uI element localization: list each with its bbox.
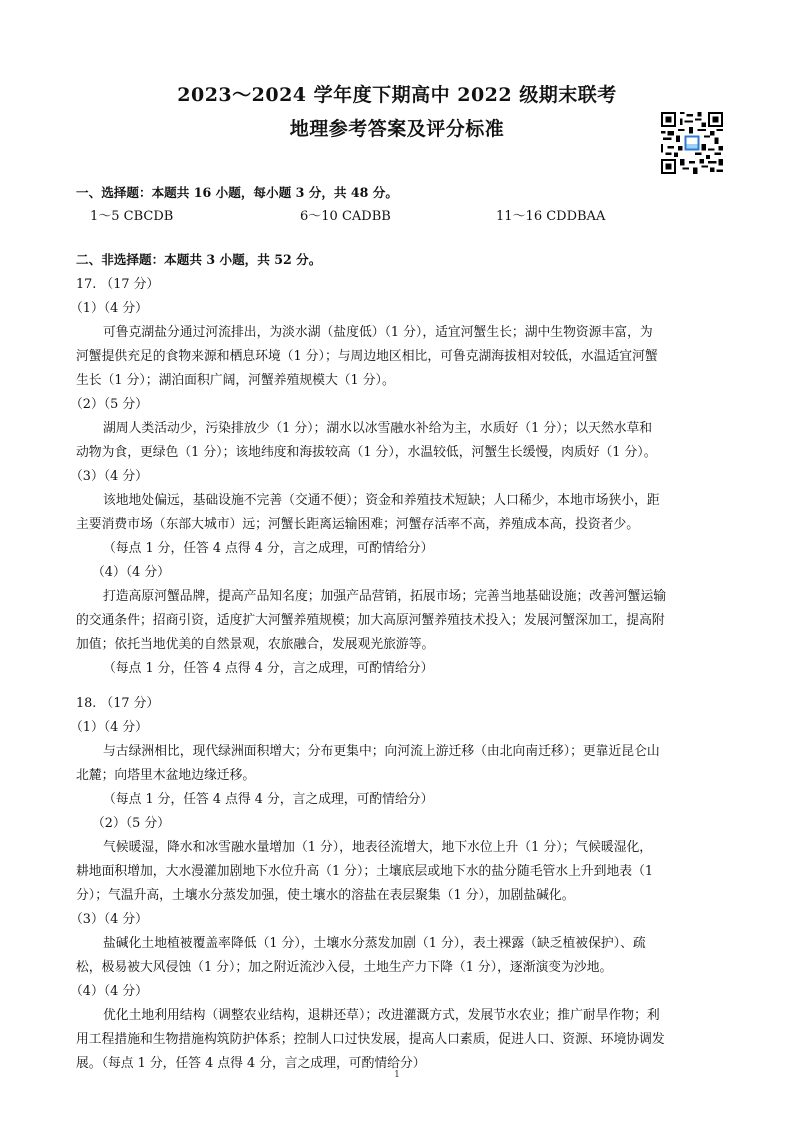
q17-part1-label: （1）（4 分） xyxy=(70,301,148,316)
q18-title: 18. （17 分） xyxy=(76,696,160,711)
q18-part2-text: 气候暖湿，降水和冰雪融水量增加（1 分），地表径流增大，地下水位上升（1 分）；气候暖湿化， xyxy=(103,840,653,855)
q17-part4-text: 的交通条件；招商引资，适度扩大河蟹养殖规模；加大高原河蟹养殖技术投入；发展河蟹深加工，提高附 xyxy=(76,613,665,628)
q17-part4-text: 加值；依托当地优美的自然景观，农旅融合，发展观光旅游等。 xyxy=(76,637,435,652)
q18-part4-text: 展。（每点 1 分，任答 4 点得 4 分，言之成理，可酌情给分） xyxy=(76,1056,426,1071)
title-line-2: 地理参考答案及评分标准 xyxy=(289,118,505,140)
q18-part4-text: 优化土地利用结构（调整农业结构，退耕还草）；改进灌溉方式，发展节水农业；推广耐旱作物；利 xyxy=(103,1008,660,1023)
q18-part1-scoring-note: （每点 1 分，任答 4 点得 4 分，言之成理，可酌情给分） xyxy=(103,792,434,807)
q17-title: 17. （17 分） xyxy=(76,277,160,292)
title-line-1: 2023～2024 学年度下期高中 2022 级期末联考 xyxy=(177,84,617,106)
q17-part1-text: 生长（1 分）；湖泊面积广阔，河蟹养殖规模大（1 分）。 xyxy=(76,373,395,388)
q17-part2-text: 湖周人类活动少，污染排放少（1 分）；湖水以冰雪融水补给为主，水质好（1 分）；以天然水草和 xyxy=(103,421,653,436)
q18-part2-text: 耕地面积增加，大水漫灌加剧地下水位升高（1 分）；土壤底层或地下水的盐分随毛管水上升到地表（1 xyxy=(76,864,654,879)
section-2-heading: 二、非选择题：本题共 3 小题，共 52 分。 xyxy=(76,252,322,267)
q17-part4-scoring-note: （每点 1 分，任答 4 点得 4 分，言之成理，可酌情给分） xyxy=(103,661,434,676)
answers-6-10: 6～10 CADBB xyxy=(300,209,391,224)
q17-part3-text: 主要消费市场（东部大城市）远；河蟹长距离运输困难；河蟹存活率不高，养殖成本高，投资者少。 xyxy=(76,517,640,532)
q18-part3-label: （3）（4 分） xyxy=(70,912,148,927)
q18-part4-label: （4）（4 分） xyxy=(70,984,148,999)
q18-part2-text: 分）；气温升高，土壤水分蒸发加强，使土壤水的溶盐在表层聚集（1 分），加剧盐碱化。 xyxy=(76,888,575,903)
q17-part4-label: （4）（4 分） xyxy=(92,565,170,580)
q17-part1-text: 可鲁克湖盐分通过河流排出，为淡水湖（盐度低）（1 分），适宜河蟹生长；湖中生物资源丰富，为 xyxy=(103,325,653,340)
q17-part3-label: （3）（4 分） xyxy=(70,469,148,484)
q17-part2-label: （2）（5 分） xyxy=(70,397,148,412)
q17-part1-text: 河蟹提供充足的食物来源和栖息环境（1 分）；与周边地区相比，可鲁克湖海拔相对较低，水温适宜河蟹 xyxy=(76,349,658,364)
qr-code-icon xyxy=(661,112,723,174)
q18-part1-text: 北麓；向塔里木盆地边缘迁移。 xyxy=(76,768,256,783)
answers-1-5: 1～5 CBCDB xyxy=(90,209,174,224)
page-number: 1 xyxy=(394,1070,400,1080)
q17-part3-text: 该地地处偏远，基础设施不完善（交通不便）；资金和养殖技术短缺；人口稀少，本地市场狭小，距 xyxy=(103,493,660,508)
answers-11-16: 11～16 CDDBAA xyxy=(496,209,606,224)
q17-part2-text: 动物为食，更绿色（1 分）；该地纬度和海拔较高（1 分），水温较低，河蟹生长缓慢，肉质好（1 分）。 xyxy=(76,445,657,460)
q18-part4-text: 用工程措施和生物措施构筑防护体系；控制人口过快发展，提高人口素质，促进人口、资源、环境协调发 xyxy=(76,1032,665,1047)
q17-part3-scoring-note: （每点 1 分，任答 4 点得 4 分，言之成理，可酌情给分） xyxy=(103,541,434,556)
q18-part3-text: 松，极易被大风侵蚀（1 分）；加之附近流沙入侵，土地生产力下降（1 分），逐渐演变为沙地。 xyxy=(76,960,613,975)
q18-part3-text: 盐碱化土地植被覆盖率降低（1 分），土壤水分蒸发加剧（1 分），表土裸露（缺乏植被保护）、疏 xyxy=(103,936,646,951)
q18-part2-label: （2）（5 分） xyxy=(92,816,170,831)
q18-part1-text: 与古绿洲相比，现代绿洲面积增大；分布更集中；向河流上游迁移（由北向南迁移）；更靠近昆仑山 xyxy=(103,744,660,759)
q18-part1-label: （1）（4 分） xyxy=(70,720,148,735)
section-1-heading: 一、选择题：本题共 16 小题，每小题 3 分，共 48 分。 xyxy=(76,185,398,200)
q17-part4-text: 打造高原河蟹品牌，提高产品知名度；加强产品营销，拓展市场；完善当地基础设施；改善河蟹运输 xyxy=(103,589,667,604)
